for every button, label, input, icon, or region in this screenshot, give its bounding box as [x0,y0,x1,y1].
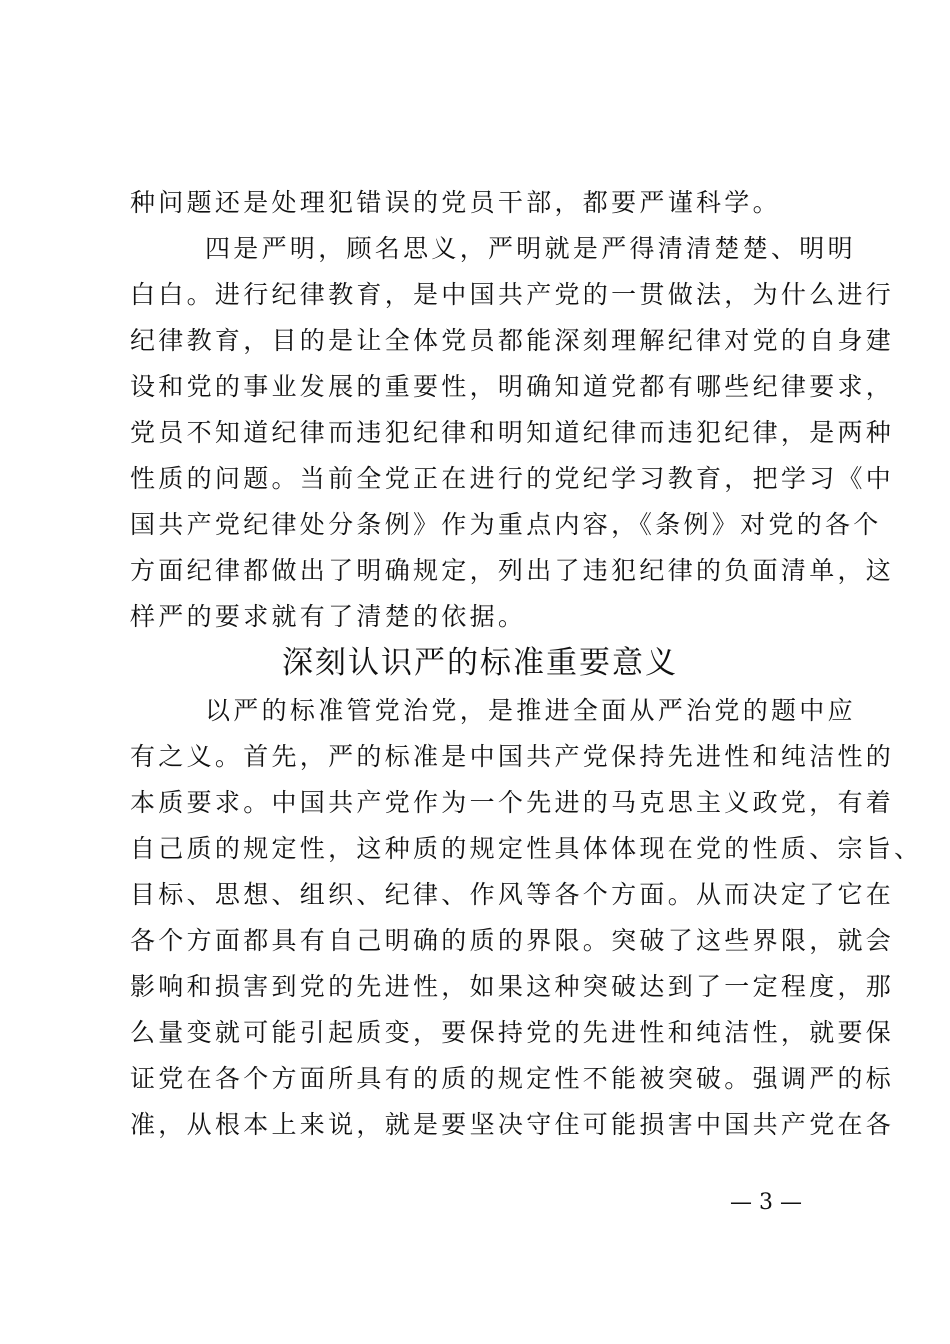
paragraph-line: 么量变就可能引起质变，要保持党的先进性和纯洁性，就要保 [130,1018,895,1047]
paragraph-line: 证党在各个方面所具有的质的规定性不能被突破。强调严的标 [130,1064,895,1093]
paragraph-line: 设和党的事业发展的重要性，明确知道党都有哪些纪律要求， [130,372,895,401]
paragraph-line: 白白。进行纪律教育，是中国共产党的一贯做法，为什么进行 [130,280,895,309]
paragraph-line: 国共产党纪律处分条例》作为重点内容，《条例》对党的各个 [130,510,882,539]
paragraph-line: 种问题还是处理犯错误的党员干部，都要严谨科学。 [130,188,781,217]
paragraph-line: 党员不知道纪律而违犯纪律和明知道纪律而违犯纪律，是两种 [130,418,895,447]
paragraph-line: 自己质的规定性，这种质的规定性具体体现在党的性质、宗旨、 [130,834,923,863]
paragraph-line: 目标、思想、组织、纪律、作风等各个方面。从而决定了它在 [130,880,895,909]
section-heading: 深刻认识严的标准重要意义 [282,645,678,681]
paragraph-line: 各个方面都具有自己明确的质的界限。突破了这些界限，就会 [130,926,895,955]
paragraph-line: 准，从根本上来说，就是要坚决守住可能损害中国共产党在各 [130,1110,895,1139]
paragraph-line: 有之义。首先，严的标准是中国共产党保持先进性和纯洁性的 [130,742,895,771]
paragraph-line: 以严的标准管党治党，是推进全面从严治党的题中应 [205,696,856,725]
paragraph-line: 样严的要求就有了清楚的依据。 [130,602,527,631]
page-number: — 3 — [730,1190,802,1215]
paragraph-line: 性质的问题。当前全党正在进行的党纪学习教育，把学习《中 [130,464,895,493]
paragraph-line: 纪律教育，目的是让全体党员都能深刻理解纪律对党的自身建 [130,326,895,355]
paragraph-line: 影响和损害到党的先进性，如果这种突破达到了一定程度，那 [130,972,895,1001]
paragraph-line: 本质要求。中国共产党作为一个先进的马克思主义政党，有着 [130,788,895,817]
paragraph-line: 四是严明，顾名思义，严明就是严得清清楚楚、明明 [205,234,856,263]
paragraph-line: 方面纪律都做出了明确规定，列出了违犯纪律的负面清单，这 [130,556,895,585]
